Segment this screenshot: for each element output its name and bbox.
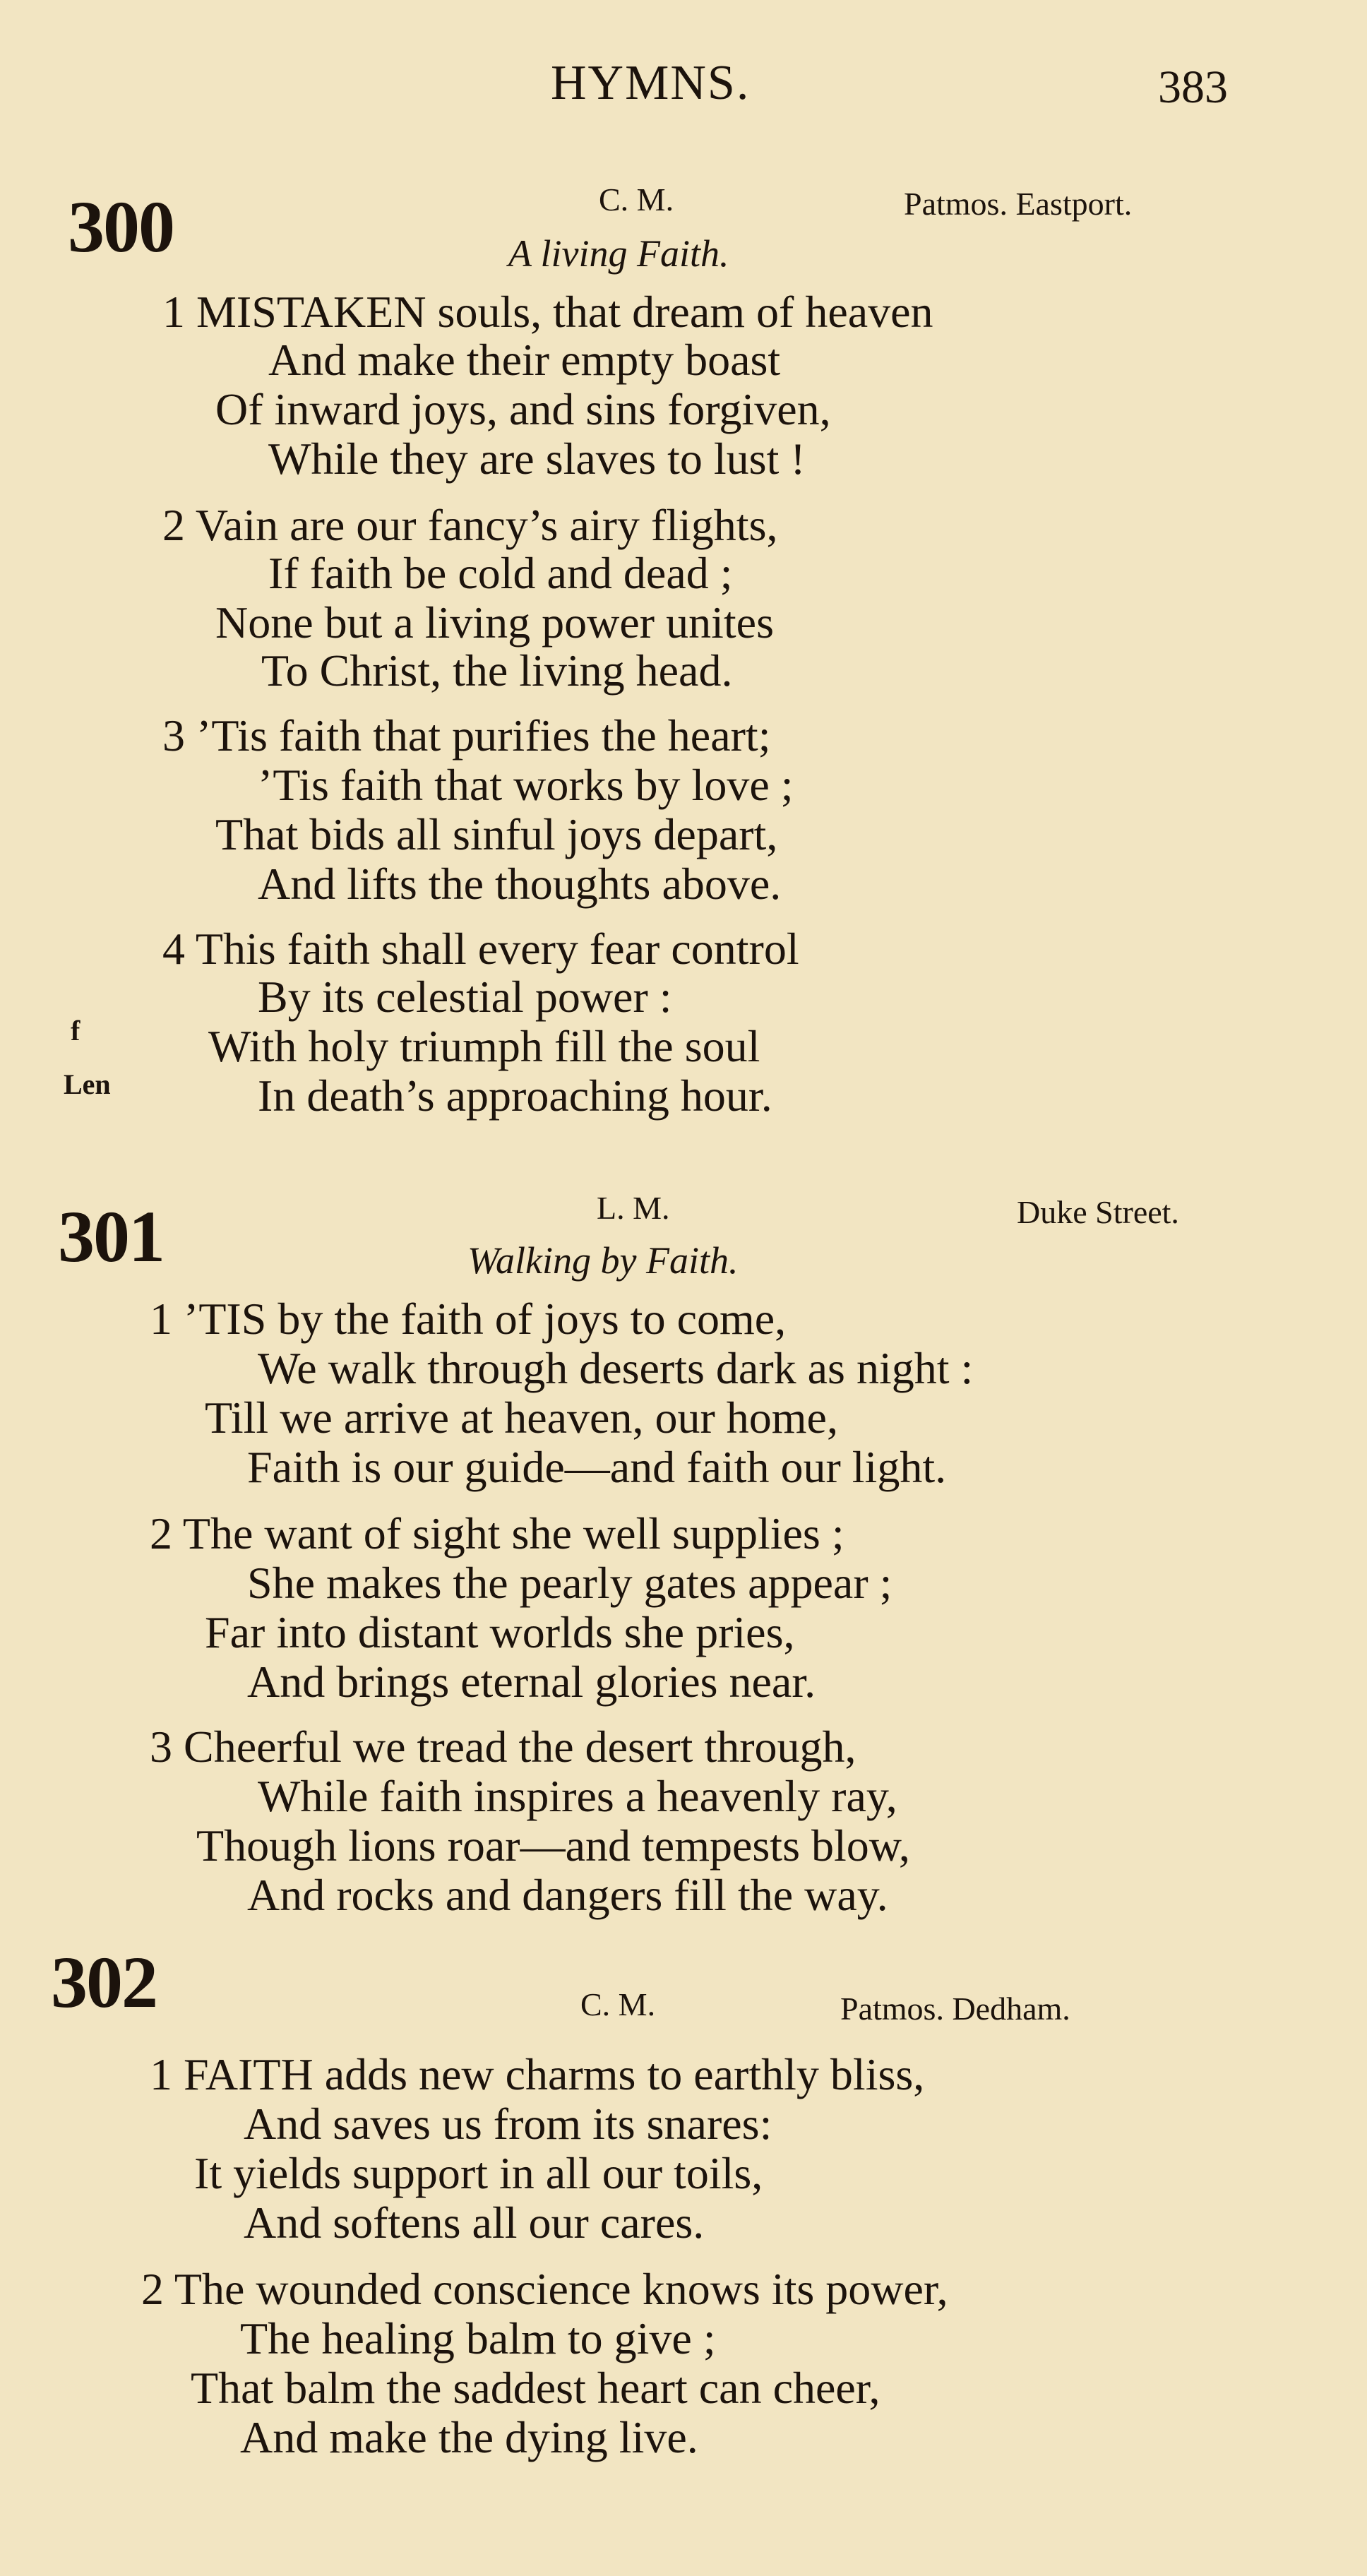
hymn-line: That bids all sinful joys depart, — [215, 809, 778, 859]
hymn-300-tunes: Patmos. Eastport. — [904, 186, 1133, 222]
hymn-line: 1 ’TIS by the faith of joys to come, — [150, 1294, 787, 1344]
running-title: HYMNS. — [551, 56, 751, 110]
hymn-302-meter: C. M. — [580, 1986, 656, 2022]
hymn-300-subtitle: A living Faith. — [508, 232, 729, 275]
page-number: 383 — [1158, 61, 1228, 113]
hymn-line: It yields support in all our toils, — [194, 2148, 763, 2198]
hymn-line: While faith inspires a heavenly ray, — [258, 1771, 897, 1821]
hymn-line: Far into distant worlds she pries, — [205, 1607, 795, 1657]
hymn-line: Till we arrive at heaven, our home, — [205, 1393, 838, 1443]
hymn-300-meter: C. M. — [599, 181, 674, 217]
hymn-line: 1 MISTAKEN souls, that dream of heaven — [162, 287, 933, 337]
margin-tempo-mark: Len — [64, 1068, 111, 1100]
hymn-line: She makes the pearly gates appear ; — [247, 1558, 893, 1608]
hymn-line: 1 FAITH adds new charms to earthly bliss, — [150, 2049, 925, 2099]
hymn-line: 3 Cheerful we tread the desert through, — [150, 1722, 856, 1772]
hymn-line: And softens all our cares. — [244, 2198, 705, 2248]
hymn-301-subtitle: Walking by Faith. — [467, 1239, 739, 1282]
hymn-line: And brings eternal glories near. — [247, 1657, 816, 1707]
hymn-line: In death’s approaching hour. — [258, 1071, 772, 1121]
hymn-302-tunes: Patmos. Dedham. — [840, 1991, 1070, 2027]
hymn-line: While they are slaves to lust ! — [268, 434, 806, 484]
hymn-line: The healing balm to give ; — [240, 2313, 716, 2363]
hymn-line: And lifts the thoughts above. — [258, 859, 782, 909]
hymn-line: If faith be cold and dead ; — [268, 548, 733, 598]
hymn-line: With holy triumph fill the soul — [208, 1021, 760, 1071]
hymn-line: By its celestial power : — [258, 972, 672, 1022]
hymn-line: 4 This faith shall every fear control — [162, 924, 799, 974]
hymn-line: None but a living power unites — [215, 597, 774, 648]
hymn-301-number: 301 — [58, 1196, 164, 1277]
hymn-line: 2 The wounded conscience knows its power, — [141, 2264, 948, 2314]
hymn-line: Of inward joys, and sins forgiven, — [215, 384, 831, 434]
hymn-line: That balm the saddest heart can cheer, — [191, 2363, 881, 2413]
hymn-line: ’Tis faith that works by love ; — [258, 760, 794, 810]
hymn-line: Though lions roar—and tempests blow, — [196, 1820, 910, 1871]
hymn-line: 3 ’Tis faith that purifies the heart; — [162, 710, 771, 761]
hymn-line: 2 The want of sight she well supplies ; — [150, 1508, 844, 1558]
hymn-line: And make the dying live. — [240, 2412, 698, 2462]
hymn-301-tunes: Duke Street. — [1017, 1194, 1179, 1230]
hymn-line: And rocks and dangers fill the way. — [247, 1870, 888, 1920]
hymn-302-number: 302 — [51, 1942, 157, 2023]
hymn-300-number: 300 — [68, 186, 174, 268]
hymn-line: We walk through deserts dark as night : — [258, 1343, 974, 1393]
hymn-line: And saves us from its snares: — [244, 2099, 772, 2149]
hymn-line: To Christ, the living head. — [261, 645, 733, 696]
hymn-line: 2 Vain are our fancy’s airy flights, — [162, 500, 778, 550]
hymn-301-meter: L. M. — [597, 1190, 670, 1226]
hymn-line: Faith is our guide—and faith our light. — [247, 1442, 947, 1492]
hymn-line: And make their empty boast — [268, 335, 781, 385]
margin-dynamic-mark: f — [71, 1015, 80, 1046]
